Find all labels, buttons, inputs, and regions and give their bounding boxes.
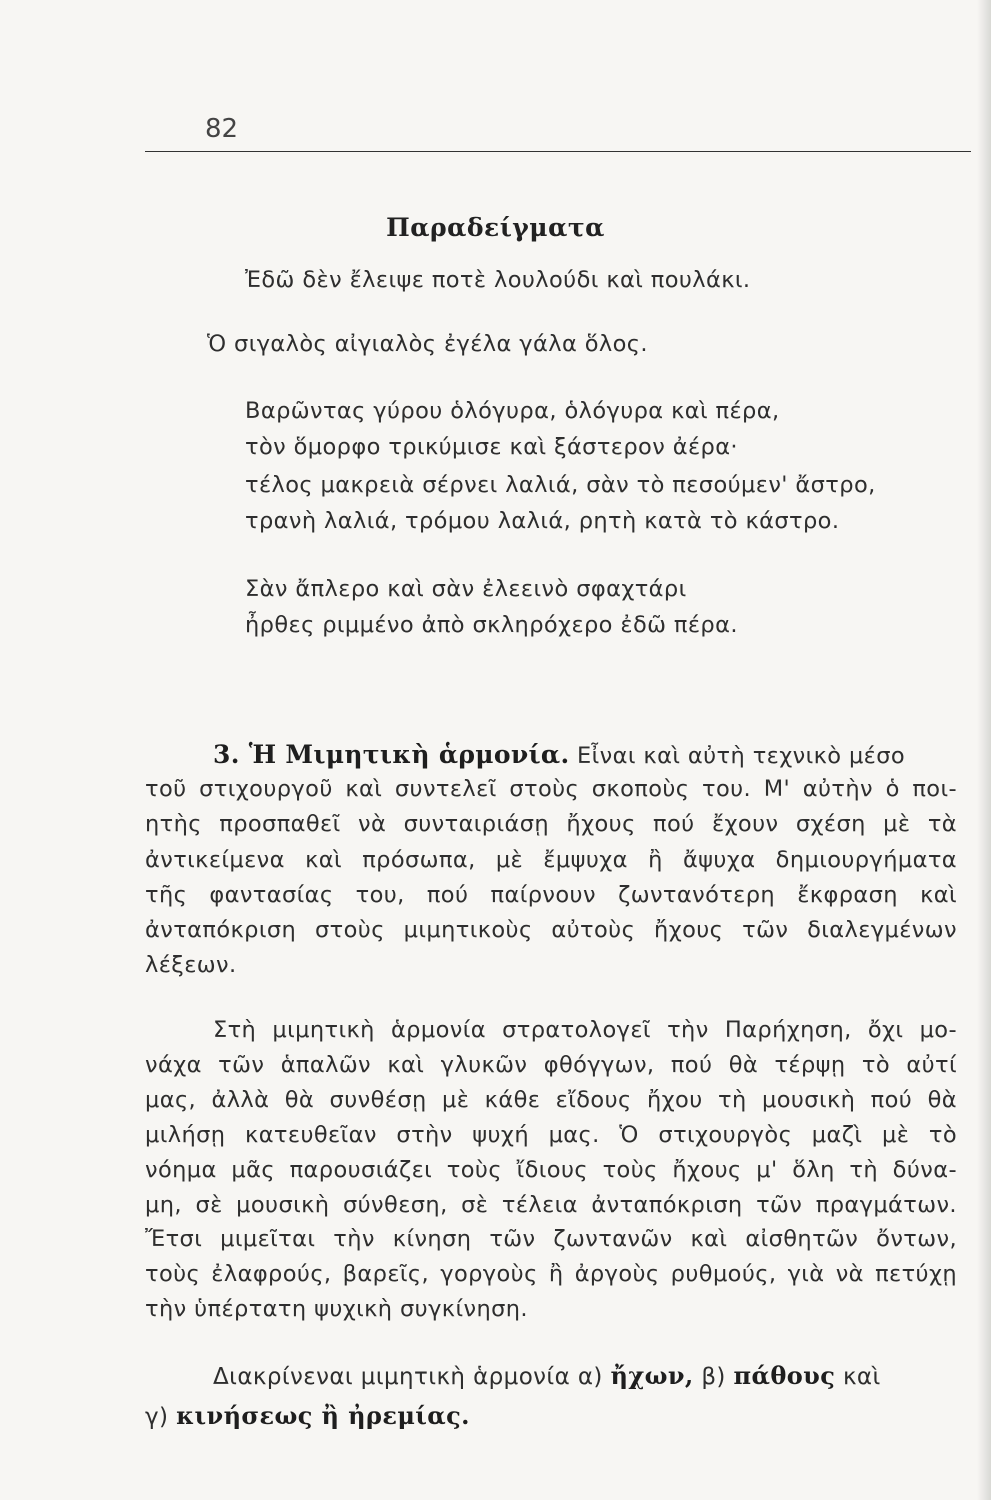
verse-line: τρανὴ λαλιά, τρόμου λαλιά, ρητὴ κατὰ τὸ κάστρο. [245, 508, 840, 534]
verse-line: τὸν ὅμορφο τρικύμισε καὶ ξάστερον ἀέρα· [245, 434, 738, 460]
paragraph-line: μη, σὲ μουσικὴ σύνθεση, σὲ τέλεια ἀνταπόκριση τῶν πραγμάτων. [145, 1192, 957, 1218]
conjunction: καὶ [842, 1364, 881, 1390]
classification-line [213, 1361, 881, 1390]
verse-line: τέλος μακρειὰ σέρνει λαλιά, σὰν τὸ πεσούμεν' ἄστρο, [245, 472, 876, 498]
classification-lead: Διακρίνεναι μιμητικὴ ἁρμονία α) [213, 1364, 603, 1390]
paragraph-line: Ἔτσι μιμεῖται τὴν κίνηση τῶν ζωντανῶν καὶ αἰσθητῶν ὄντων, [145, 1226, 957, 1252]
paragraph-line: λέξεων. [145, 952, 237, 978]
paragraph-line: νόημα μᾶς παρουσιάζει τοὺς ἴδιους τοὺς ἤχους μ' ὅλη τὴ δύνα- [145, 1157, 957, 1183]
section-heading-line [213, 740, 905, 769]
paragraph-line: τοῦ στιχουργοῦ καὶ συντελεῖ στοὺς σκοποὺς του. Μ' αὐτὴν ὁ ποι- [145, 776, 957, 802]
label-g: γ) [145, 1404, 169, 1430]
example-line: Ἐδῶ δὲν ἔλειψε ποτὲ λουλούδι καὶ πουλάκι. [245, 267, 751, 293]
paragraph-line: νάχα τῶν ἁπαλῶν καὶ γλυκῶν φθόγγων, πού θὰ τέρψῃ τὸ αὐτί [145, 1052, 957, 1078]
classification-line-2 [145, 1401, 470, 1430]
paragraph-line: μιλήσῃ κατευθεῖαν στὴν ψυχή μας. Ὁ στιχουργὸς μαζὶ μὲ τὸ [145, 1122, 957, 1148]
term-motion: κινήσεως ἢ ἠρεμίας. [176, 1401, 470, 1430]
verse-line: Βαρῶντας γύρου ὁλόγυρα, ὁλόγυρα καὶ πέρα, [245, 398, 780, 424]
example-line: Ὁ σιγαλὸς αἰγιαλὸς ἐγέλα γάλα ὅλος. [207, 331, 648, 357]
term-sound: ἤχων, [610, 1361, 694, 1390]
paragraph-line: τὴν ὑπέρτατη ψυχικὴ συγκίνηση. [145, 1296, 528, 1322]
paragraph-line: τῆς φαντασίας του, πού παίρνουν ζωντανότερη ἔκφραση καὶ [145, 882, 957, 908]
paragraph-line: ἀντικείμενα καὶ πρόσωπα, μὲ ἔμψυχα ἢ ἄψυχα δημιουργήματα [145, 847, 957, 873]
page-number: 82 [205, 114, 239, 144]
paragraph-line: ητὴς προσπαθεῖ νὰ συνταιριάσῃ ἤχους πού ἔχουν σχέση μὲ τὰ [145, 811, 957, 837]
header-rule [145, 151, 971, 152]
paragraph-line: Στὴ μιμητικὴ ἁρμονία στρατολογεῖ τὴν Παρήχηση, ὄχι μο- [213, 1017, 957, 1043]
label-b: β) [701, 1364, 726, 1390]
term-passion: πάθους [733, 1361, 836, 1390]
verse-line: Σὰν ἄπλερο καὶ σὰν ἐλεεινὸ σφαχτάρι [245, 576, 687, 602]
section-heading: 3. Ἡ Μιμητικὴ ἁρμονία. [213, 740, 570, 769]
section-title: Παραδείγματα [386, 213, 605, 242]
verse-line: ἦρθες ριμμένο ἀπὸ σκληρόχερο ἐδῶ πέρα. [245, 612, 738, 638]
paragraph-line: τοὺς ἐλαφρούς, βαρεῖς, γοργοὺς ἢ ἀργοὺς ρυθμούς, γιὰ νὰ πετύχῃ [145, 1261, 957, 1287]
paragraph-line: μας, ἀλλὰ θὰ συνθέσῃ μὲ κάθε εἴδους ἤχου τὴ μουσικὴ πού θὰ [145, 1087, 957, 1113]
paragraph-line: ἀνταπόκριση στοὺς μιμητικοὺς αὐτοὺς ἤχους τῶν διαλεγμένων [145, 917, 957, 943]
paragraph-text: Εἶναι καὶ αὐτὴ τεχνικὸ μέσο [577, 743, 906, 769]
